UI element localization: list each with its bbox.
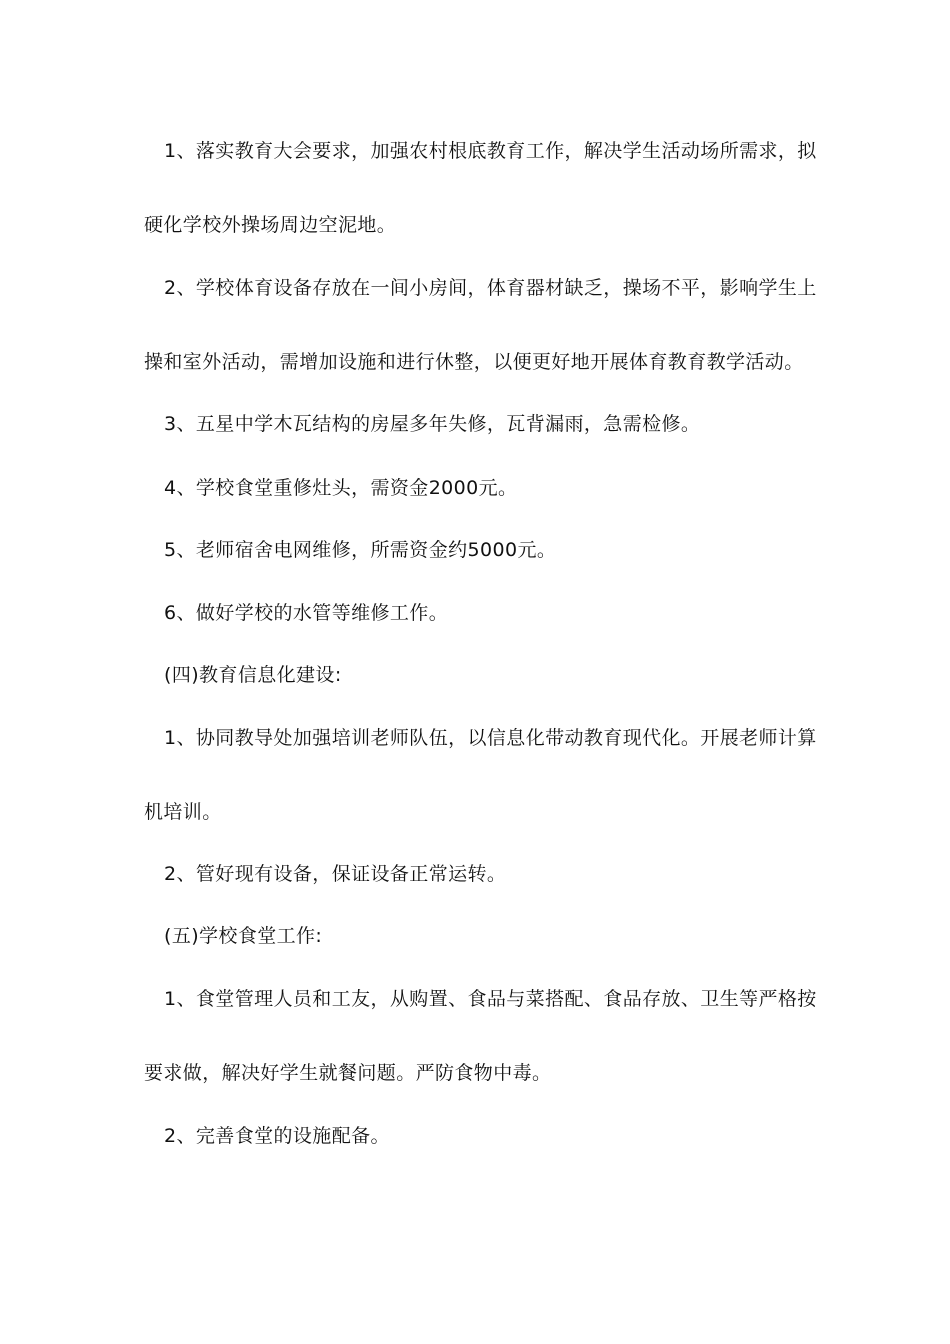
- section-4-heading: (四)教育信息化建设:: [164, 664, 342, 686]
- item-2-line-2: 操和室外活动，需增加设施和进行休整，以便更好地开展体育教育教学活动。: [144, 351, 804, 373]
- section-4-item-1-line-2: 机培训。: [144, 801, 222, 823]
- section-4-item-1-line-1: 1、协同教导处加强培训老师队伍，以信息化带动教育现代化。开展老师计算: [164, 727, 817, 749]
- section-5-item-2: 2、完善食堂的设施配备。: [164, 1125, 390, 1147]
- item-2-line-1: 2、学校体育设备存放在一间小房间，体育器材缺乏，操场不平，影响学生上: [164, 277, 817, 299]
- item-1-line-1: 1、落实教育大会要求，加强农村根底教育工作，解决学生活动场所需求，拟: [164, 140, 817, 162]
- section-4-item-2: 2、管好现有设备，保证设备正常运转。: [164, 863, 507, 885]
- item-1-line-2: 硬化学校外操场周边空泥地。: [144, 214, 397, 236]
- section-5-heading: (五)学校食堂工作:: [164, 925, 323, 947]
- item-4: 4、学校食堂重修灶头，需资金2000元。: [164, 477, 518, 499]
- item-3: 3、五星中学木瓦结构的房屋多年失修，瓦背漏雨，急需检修。: [164, 413, 701, 435]
- section-5-item-1-line-1: 1、食堂管理人员和工友，从购置、食品与菜搭配、食品存放、卫生等严格按: [164, 988, 817, 1010]
- section-5-item-1-line-2: 要求做，解决好学生就餐问题。严防食物中毒。: [144, 1062, 552, 1084]
- item-5: 5、老师宿舍电网维修，所需资金约5000元。: [164, 539, 557, 561]
- item-6: 6、做好学校的水管等维修工作。: [164, 602, 449, 624]
